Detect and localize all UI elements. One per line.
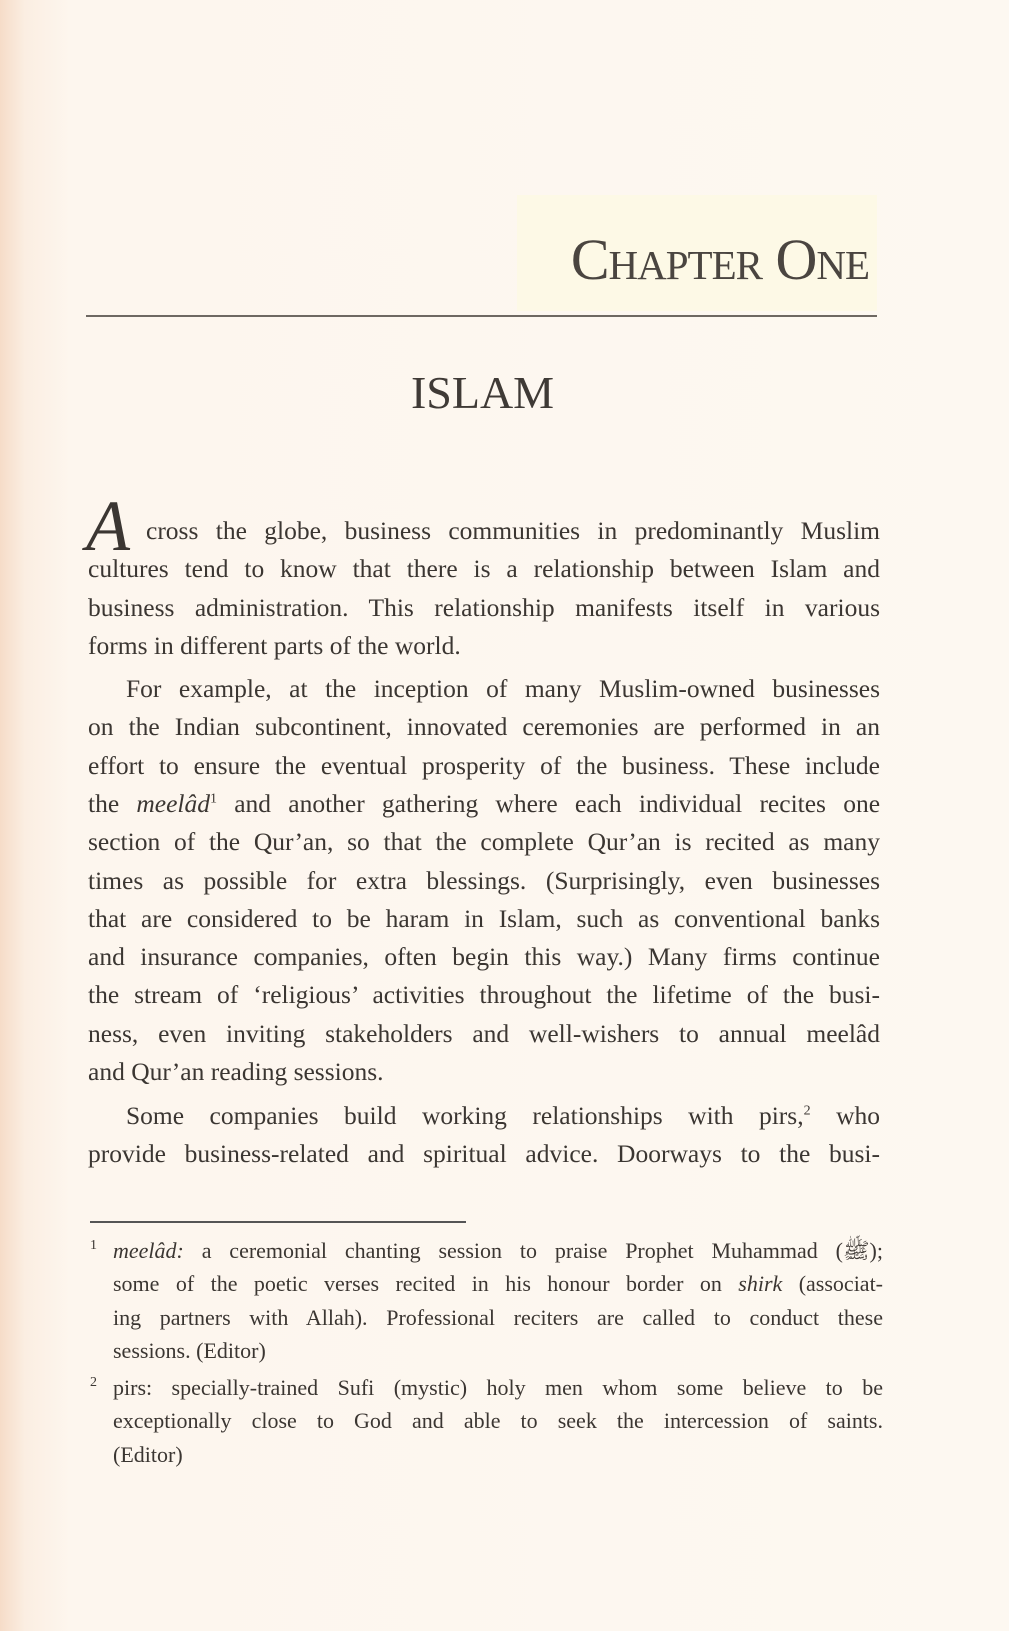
chapter-title: ISLAM xyxy=(410,367,555,418)
paragraph-line xyxy=(88,900,880,938)
text-segment: and insurance companies, often begin this way.) Many firms continue xyxy=(88,942,880,972)
paragraph-line xyxy=(88,785,880,823)
chapter-rule xyxy=(86,315,877,317)
footnote-number: 1 xyxy=(90,1238,97,1253)
paragraph-line xyxy=(88,747,880,785)
footnote-reference: 2 xyxy=(803,1103,811,1119)
paragraph-line xyxy=(88,938,880,976)
paragraph-line xyxy=(88,708,880,746)
paragraph-line xyxy=(88,589,880,627)
footnote-line xyxy=(113,1334,883,1367)
text-segment: times as possible for extra blessings. (Surprisingly, even businesses xyxy=(88,865,880,895)
drop-cap: A xyxy=(86,486,130,566)
paragraph-line xyxy=(126,670,880,708)
footnote-line xyxy=(113,1371,883,1404)
footnote-rule xyxy=(90,1221,466,1223)
text-segment: cross the globe, business communities in predominantly Muslim xyxy=(146,516,880,545)
text-segment: ness, even inviting stakeholders and well-wishers to annual meelâd xyxy=(88,1018,880,1048)
text-segment: Some companies build working relationships with pirs, xyxy=(126,1101,804,1130)
footnote-line xyxy=(113,1234,883,1267)
footnote-number: 2 xyxy=(90,1375,97,1390)
text-segment: pirs: specially-trained Sufi (mystic) holy men whom some believe to be xyxy=(113,1375,883,1400)
paragraph-line xyxy=(88,862,880,900)
paragraph-line xyxy=(88,1015,880,1053)
paragraph-line xyxy=(88,550,880,588)
footnote-reference: 1 xyxy=(210,791,218,807)
text-segment: sessions. (Editor) xyxy=(113,1337,266,1363)
text-segment: who xyxy=(810,1101,880,1130)
chapter-label: Chapter One xyxy=(570,227,869,292)
text-segment: and another gathering where each individual recites one xyxy=(217,788,881,818)
paragraph-line xyxy=(88,627,880,665)
text-segment: on the Indian subcontinent, innovated ceremonies are performed in an xyxy=(88,712,880,742)
text-segment: (associat- xyxy=(782,1271,884,1297)
text-segment: section of the Qur’an, so that the complete Qur’an is recited as many xyxy=(88,827,880,857)
paragraph-line xyxy=(88,823,880,861)
footnote-line xyxy=(113,1404,883,1437)
paragraph-line xyxy=(88,1053,880,1091)
text-segment: provide business-related and spiritual advice. Doorways to the busi- xyxy=(88,1139,880,1169)
text-segment: some of the poetic verses recited in his honour border on xyxy=(113,1271,739,1297)
text-segment: a ceremonial chanting session to praise Prophet Muhammad (ﷺ); xyxy=(183,1238,883,1263)
paragraph-line xyxy=(88,1135,880,1173)
paragraph-line xyxy=(88,976,880,1014)
text-segment: the xyxy=(88,788,137,818)
text-segment: (Editor) xyxy=(113,1441,183,1467)
text-segment: meelâd xyxy=(136,788,211,818)
text-segment: For example, at the inception of many Muslim-owned businesses xyxy=(126,674,880,703)
paragraph-line xyxy=(146,512,880,550)
text-segment: meelâd: xyxy=(113,1238,184,1263)
text-segment: shirk xyxy=(738,1271,783,1297)
text-segment: and Qur’an reading sessions. xyxy=(88,1057,384,1086)
footnote-line xyxy=(113,1267,883,1300)
text-segment: cultures tend to know that there is a relationship between Islam and xyxy=(88,554,880,584)
text-segment: exceptionally close to God and able to seek the intercession of saints. xyxy=(113,1408,883,1434)
paragraph-line xyxy=(126,1097,880,1135)
text-segment: the stream of ‘religious’ activities throughout the lifetime of the busi- xyxy=(88,980,880,1010)
text-segment: ing partners with Allah). Professional reciters are called to conduct these xyxy=(113,1304,883,1330)
text-segment: business administration. This relationship manifests itself in various xyxy=(88,592,880,622)
text-segment: that are considered to be haram in Islam, such as conventional banks xyxy=(88,903,880,933)
footnote-line xyxy=(113,1301,883,1334)
footnote-line xyxy=(113,1438,883,1471)
text-segment: effort to ensure the eventual prosperity of the business. These include xyxy=(88,750,880,780)
text-segment: forms in different parts of the world. xyxy=(88,630,461,660)
